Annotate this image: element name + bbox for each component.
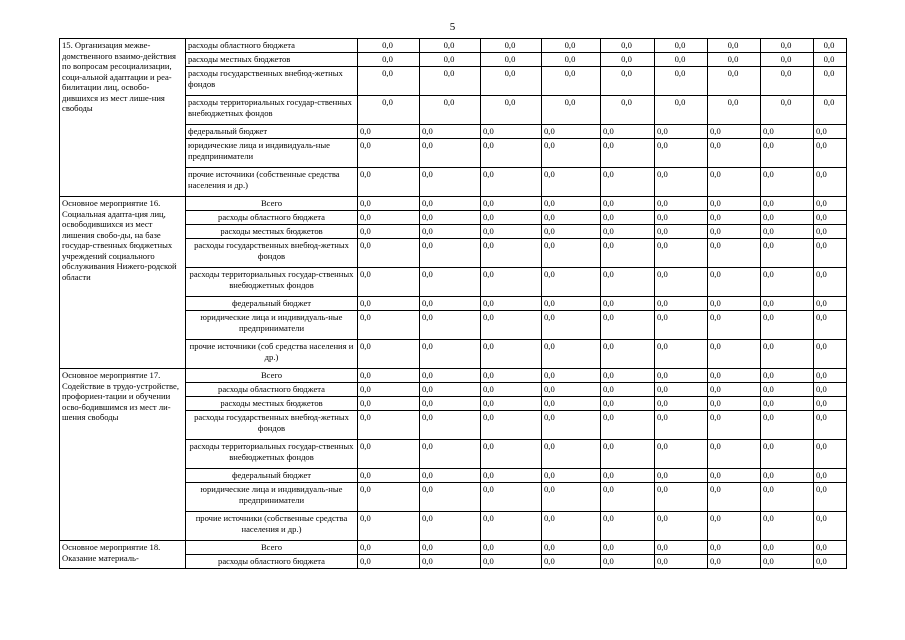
- value-cell: 0,0: [601, 297, 655, 311]
- value-cell: 0,0: [358, 512, 420, 541]
- value-cell: 0,0: [358, 369, 420, 383]
- value-cell: 0,0: [481, 225, 542, 239]
- value-cell: 0,0: [601, 96, 655, 125]
- value-cell: 0,0: [814, 225, 847, 239]
- value-cell: 0,0: [655, 469, 708, 483]
- funding-source-cell: расходы областного бюджета: [186, 39, 358, 53]
- value-cell: 0,0: [814, 125, 847, 139]
- value-cell: 0,0: [708, 125, 761, 139]
- value-cell: 0,0: [601, 383, 655, 397]
- value-cell: 0,0: [358, 239, 420, 268]
- value-cell: 0,0: [358, 555, 420, 569]
- funding-source-cell: расходы областного бюджета: [186, 383, 358, 397]
- value-cell: 0,0: [481, 512, 542, 541]
- funding-source-cell: Всего: [186, 197, 358, 211]
- value-cell: 0,0: [708, 197, 761, 211]
- value-cell: 0,0: [358, 297, 420, 311]
- value-cell: 0,0: [708, 555, 761, 569]
- funding-source-cell: федеральный бюджет: [186, 297, 358, 311]
- funding-source-cell: прочие источники (соб средства населения и др.): [186, 340, 358, 369]
- value-cell: 0,0: [655, 411, 708, 440]
- value-cell: 0,0: [814, 440, 847, 469]
- value-cell: 0,0: [601, 225, 655, 239]
- value-cell: 0,0: [761, 239, 814, 268]
- value-cell: 0,0: [542, 555, 601, 569]
- value-cell: 0,0: [358, 96, 420, 125]
- value-cell: 0,0: [655, 268, 708, 297]
- value-cell: 0,0: [420, 96, 481, 125]
- value-cell: 0,0: [358, 541, 420, 555]
- value-cell: 0,0: [655, 168, 708, 197]
- funding-source-cell: юридические лица и индивидуаль-ные предприниматели: [186, 311, 358, 340]
- value-cell: 0,0: [481, 555, 542, 569]
- value-cell: 0,0: [814, 197, 847, 211]
- value-cell: 0,0: [761, 483, 814, 512]
- value-cell: 0,0: [814, 397, 847, 411]
- value-cell: 0,0: [708, 39, 761, 53]
- value-cell: 0,0: [708, 369, 761, 383]
- value-cell: 0,0: [814, 541, 847, 555]
- value-cell: 0,0: [814, 53, 847, 67]
- value-cell: 0,0: [542, 541, 601, 555]
- value-cell: 0,0: [708, 225, 761, 239]
- value-cell: 0,0: [761, 96, 814, 125]
- value-cell: 0,0: [358, 168, 420, 197]
- value-cell: 0,0: [761, 555, 814, 569]
- value-cell: 0,0: [655, 197, 708, 211]
- value-cell: 0,0: [420, 139, 481, 168]
- value-cell: 0,0: [814, 211, 847, 225]
- value-cell: 0,0: [655, 311, 708, 340]
- value-cell: 0,0: [814, 96, 847, 125]
- value-cell: 0,0: [601, 541, 655, 555]
- value-cell: 0,0: [420, 411, 481, 440]
- value-cell: 0,0: [655, 239, 708, 268]
- value-cell: 0,0: [708, 168, 761, 197]
- value-cell: 0,0: [542, 311, 601, 340]
- value-cell: 0,0: [761, 268, 814, 297]
- value-cell: 0,0: [481, 239, 542, 268]
- value-cell: 0,0: [814, 369, 847, 383]
- value-cell: 0,0: [601, 168, 655, 197]
- value-cell: 0,0: [655, 541, 708, 555]
- value-cell: 0,0: [708, 383, 761, 397]
- value-cell: 0,0: [761, 297, 814, 311]
- value-cell: 0,0: [542, 139, 601, 168]
- value-cell: 0,0: [542, 411, 601, 440]
- value-cell: 0,0: [481, 483, 542, 512]
- page-number: 5: [449, 21, 456, 33]
- value-cell: 0,0: [542, 239, 601, 268]
- value-cell: 0,0: [761, 168, 814, 197]
- funding-source-cell: федеральный бюджет: [186, 469, 358, 483]
- value-cell: 0,0: [655, 96, 708, 125]
- value-cell: 0,0: [814, 483, 847, 512]
- value-cell: 0,0: [420, 311, 481, 340]
- value-cell: 0,0: [601, 469, 655, 483]
- value-cell: 0,0: [708, 483, 761, 512]
- value-cell: 0,0: [420, 197, 481, 211]
- value-cell: 0,0: [814, 67, 847, 96]
- value-cell: 0,0: [601, 512, 655, 541]
- value-cell: 0,0: [655, 225, 708, 239]
- funding-source-cell: расходы областного бюджета: [186, 211, 358, 225]
- value-cell: 0,0: [358, 139, 420, 168]
- value-cell: 0,0: [481, 197, 542, 211]
- value-cell: 0,0: [420, 297, 481, 311]
- value-cell: 0,0: [761, 197, 814, 211]
- value-cell: 0,0: [655, 340, 708, 369]
- value-cell: 0,0: [601, 311, 655, 340]
- value-cell: 0,0: [655, 369, 708, 383]
- value-cell: 0,0: [481, 411, 542, 440]
- value-cell: 0,0: [542, 383, 601, 397]
- value-cell: 0,0: [761, 211, 814, 225]
- funding-source-cell: расходы государственных внебюд-жетных фондов: [186, 67, 358, 96]
- value-cell: 0,0: [542, 297, 601, 311]
- value-cell: 0,0: [761, 411, 814, 440]
- value-cell: 0,0: [601, 53, 655, 67]
- value-cell: 0,0: [481, 340, 542, 369]
- table-row: [60, 39, 847, 53]
- value-cell: 0,0: [542, 53, 601, 67]
- value-cell: 0,0: [761, 340, 814, 369]
- value-cell: 0,0: [761, 225, 814, 239]
- funding-source-cell: расходы территориальных государ-ственных внебюджетных фондов: [186, 268, 358, 297]
- value-cell: 0,0: [708, 512, 761, 541]
- funding-source-cell: юридические лица и индивидуаль-ные предприниматели: [186, 139, 358, 168]
- value-cell: 0,0: [761, 311, 814, 340]
- value-cell: 0,0: [420, 268, 481, 297]
- value-cell: 0,0: [358, 397, 420, 411]
- value-cell: 0,0: [481, 369, 542, 383]
- value-cell: 0,0: [601, 440, 655, 469]
- value-cell: 0,0: [481, 397, 542, 411]
- value-cell: 0,0: [761, 512, 814, 541]
- value-cell: 0,0: [601, 211, 655, 225]
- value-cell: 0,0: [655, 211, 708, 225]
- value-cell: 0,0: [601, 39, 655, 53]
- value-cell: 0,0: [542, 125, 601, 139]
- value-cell: 0,0: [358, 340, 420, 369]
- value-cell: 0,0: [814, 168, 847, 197]
- value-cell: 0,0: [542, 67, 601, 96]
- value-cell: 0,0: [420, 469, 481, 483]
- value-cell: 0,0: [420, 369, 481, 383]
- value-cell: 0,0: [481, 440, 542, 469]
- funding-source-cell: расходы местных бюджетов: [186, 225, 358, 239]
- value-cell: 0,0: [358, 268, 420, 297]
- value-cell: 0,0: [655, 139, 708, 168]
- value-cell: 0,0: [708, 96, 761, 125]
- value-cell: 0,0: [481, 469, 542, 483]
- value-cell: 0,0: [481, 96, 542, 125]
- value-cell: 0,0: [814, 268, 847, 297]
- value-cell: 0,0: [420, 541, 481, 555]
- value-cell: 0,0: [814, 411, 847, 440]
- value-cell: 0,0: [542, 440, 601, 469]
- value-cell: 0,0: [358, 197, 420, 211]
- value-cell: 0,0: [655, 53, 708, 67]
- value-cell: 0,0: [481, 297, 542, 311]
- value-cell: 0,0: [814, 311, 847, 340]
- value-cell: 0,0: [601, 268, 655, 297]
- value-cell: 0,0: [542, 168, 601, 197]
- value-cell: 0,0: [481, 311, 542, 340]
- value-cell: 0,0: [814, 383, 847, 397]
- value-cell: 0,0: [708, 311, 761, 340]
- value-cell: 0,0: [420, 397, 481, 411]
- value-cell: 0,0: [358, 483, 420, 512]
- value-cell: 0,0: [542, 469, 601, 483]
- value-cell: 0,0: [542, 268, 601, 297]
- funding-source-cell: прочие источники (собственные средства населения и др.): [186, 512, 358, 541]
- value-cell: 0,0: [761, 53, 814, 67]
- value-cell: 0,0: [358, 39, 420, 53]
- value-cell: 0,0: [708, 239, 761, 268]
- value-cell: 0,0: [481, 268, 542, 297]
- value-cell: 0,0: [761, 67, 814, 96]
- value-cell: 0,0: [420, 125, 481, 139]
- value-cell: 0,0: [542, 397, 601, 411]
- value-cell: 0,0: [542, 197, 601, 211]
- value-cell: 0,0: [358, 383, 420, 397]
- value-cell: 0,0: [655, 512, 708, 541]
- table-row: [60, 369, 847, 383]
- funding-source-cell: расходы государственных внебюд-жетных фондов: [186, 239, 358, 268]
- value-cell: 0,0: [481, 541, 542, 555]
- value-cell: 0,0: [358, 125, 420, 139]
- value-cell: 0,0: [814, 297, 847, 311]
- funding-source-cell: федеральный бюджет: [186, 125, 358, 139]
- funding-source-cell: расходы государственных внебюд-жетных фондов: [186, 411, 358, 440]
- value-cell: 0,0: [481, 53, 542, 67]
- value-cell: 0,0: [708, 340, 761, 369]
- value-cell: 0,0: [481, 168, 542, 197]
- value-cell: 0,0: [481, 39, 542, 53]
- value-cell: 0,0: [761, 39, 814, 53]
- value-cell: 0,0: [601, 67, 655, 96]
- activity-cell: Основное мероприятие 17. Содействие в трудо-устройстве, профориен-тации и обучении осво-бодившимся из мест ли-шения свободы: [60, 369, 186, 541]
- value-cell: 0,0: [358, 211, 420, 225]
- value-cell: 0,0: [420, 239, 481, 268]
- financing-table: [59, 38, 847, 569]
- value-cell: 0,0: [814, 39, 847, 53]
- value-cell: 0,0: [358, 225, 420, 239]
- value-cell: 0,0: [601, 239, 655, 268]
- table-body: [60, 39, 847, 569]
- value-cell: 0,0: [761, 383, 814, 397]
- value-cell: 0,0: [708, 268, 761, 297]
- funding-source-cell: прочие источники (собственные средства населения и др.): [186, 168, 358, 197]
- funding-source-cell: юридические лица и индивидуаль-ные предприниматели: [186, 483, 358, 512]
- activity-cell: 15. Организация межве-домственного взаимо-действия по вопросам ресоциализации, соци-альной адаптации и реа-билитации лиц, освобо-дившихся из мест лише-ния свободы: [60, 39, 186, 197]
- value-cell: 0,0: [420, 39, 481, 53]
- value-cell: 0,0: [358, 411, 420, 440]
- value-cell: 0,0: [481, 67, 542, 96]
- value-cell: 0,0: [708, 53, 761, 67]
- value-cell: 0,0: [655, 125, 708, 139]
- value-cell: 0,0: [814, 555, 847, 569]
- value-cell: 0,0: [708, 211, 761, 225]
- value-cell: 0,0: [761, 541, 814, 555]
- value-cell: 0,0: [601, 411, 655, 440]
- value-cell: 0,0: [655, 440, 708, 469]
- value-cell: 0,0: [358, 311, 420, 340]
- value-cell: 0,0: [358, 469, 420, 483]
- value-cell: 0,0: [708, 541, 761, 555]
- value-cell: 0,0: [420, 211, 481, 225]
- value-cell: 0,0: [542, 512, 601, 541]
- value-cell: 0,0: [655, 39, 708, 53]
- value-cell: 0,0: [358, 53, 420, 67]
- value-cell: 0,0: [601, 125, 655, 139]
- value-cell: 0,0: [358, 440, 420, 469]
- value-cell: 0,0: [708, 67, 761, 96]
- value-cell: 0,0: [655, 555, 708, 569]
- value-cell: 0,0: [761, 125, 814, 139]
- value-cell: 0,0: [708, 297, 761, 311]
- value-cell: 0,0: [420, 512, 481, 541]
- funding-source-cell: расходы территориальных государ-ственных внебюджетных фондов: [186, 96, 358, 125]
- value-cell: 0,0: [542, 340, 601, 369]
- value-cell: 0,0: [601, 369, 655, 383]
- value-cell: 0,0: [358, 67, 420, 96]
- value-cell: 0,0: [420, 383, 481, 397]
- value-cell: 0,0: [814, 340, 847, 369]
- funding-source-cell: расходы областного бюджета: [186, 555, 358, 569]
- activity-cell: Основное мероприятие 18. Оказание материаль-: [60, 541, 186, 569]
- activity-cell: Основное мероприятие 16. Социальная адапта-ция лиц, освободившихся из мест лишения свобо-ды, на базе государ-ственных бюджетных учреждений социального обслуживания Нижего-родской области: [60, 197, 186, 369]
- funding-source-cell: расходы территориальных государ-ственных внебюджетных фондов: [186, 440, 358, 469]
- table-row: [60, 541, 847, 555]
- value-cell: 0,0: [655, 67, 708, 96]
- value-cell: 0,0: [601, 555, 655, 569]
- funding-source-cell: расходы местных бюджетов: [186, 53, 358, 67]
- value-cell: 0,0: [601, 397, 655, 411]
- value-cell: 0,0: [655, 297, 708, 311]
- value-cell: 0,0: [601, 483, 655, 512]
- value-cell: 0,0: [708, 397, 761, 411]
- value-cell: 0,0: [601, 139, 655, 168]
- value-cell: 0,0: [814, 512, 847, 541]
- value-cell: 0,0: [420, 440, 481, 469]
- funding-source-cell: Всего: [186, 541, 358, 555]
- value-cell: 0,0: [814, 139, 847, 168]
- value-cell: 0,0: [542, 96, 601, 125]
- value-cell: 0,0: [542, 483, 601, 512]
- value-cell: 0,0: [708, 440, 761, 469]
- value-cell: 0,0: [481, 125, 542, 139]
- value-cell: 0,0: [601, 340, 655, 369]
- value-cell: 0,0: [655, 483, 708, 512]
- value-cell: 0,0: [761, 440, 814, 469]
- value-cell: 0,0: [420, 483, 481, 512]
- value-cell: 0,0: [542, 225, 601, 239]
- value-cell: 0,0: [420, 225, 481, 239]
- value-cell: 0,0: [420, 555, 481, 569]
- value-cell: 0,0: [420, 53, 481, 67]
- table-row: [60, 197, 847, 211]
- value-cell: 0,0: [481, 383, 542, 397]
- value-cell: 0,0: [420, 168, 481, 197]
- value-cell: 0,0: [708, 139, 761, 168]
- value-cell: 0,0: [420, 67, 481, 96]
- value-cell: 0,0: [601, 197, 655, 211]
- value-cell: 0,0: [761, 369, 814, 383]
- value-cell: 0,0: [761, 397, 814, 411]
- value-cell: 0,0: [761, 469, 814, 483]
- value-cell: 0,0: [542, 369, 601, 383]
- value-cell: 0,0: [761, 139, 814, 168]
- funding-source-cell: Всего: [186, 369, 358, 383]
- value-cell: 0,0: [420, 340, 481, 369]
- value-cell: 0,0: [708, 411, 761, 440]
- value-cell: 0,0: [481, 211, 542, 225]
- value-cell: 0,0: [542, 39, 601, 53]
- value-cell: 0,0: [814, 239, 847, 268]
- value-cell: 0,0: [655, 383, 708, 397]
- value-cell: 0,0: [481, 139, 542, 168]
- value-cell: 0,0: [542, 211, 601, 225]
- value-cell: 0,0: [708, 469, 761, 483]
- value-cell: 0,0: [814, 469, 847, 483]
- funding-source-cell: расходы местных бюджетов: [186, 397, 358, 411]
- value-cell: 0,0: [655, 397, 708, 411]
